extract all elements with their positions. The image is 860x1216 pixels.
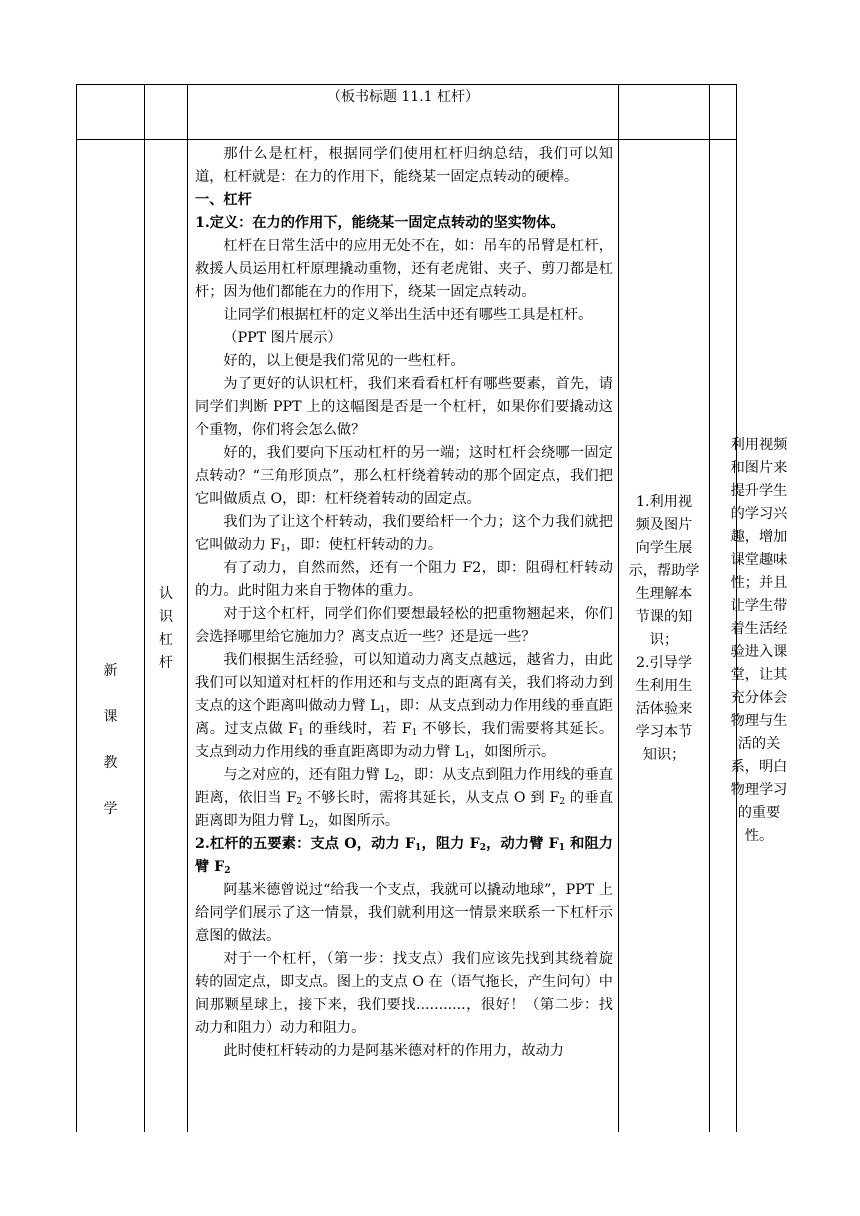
design-intent-line: 验进入课: [730, 644, 788, 660]
row-divider: [76, 139, 737, 140]
column-line-5: [709, 84, 710, 1132]
design-intent-line: 活的关: [737, 736, 781, 752]
student-activity-line: 1.利用视: [635, 494, 693, 510]
subsection-label-char: 识: [159, 609, 173, 625]
design-intent-line: 系，明白: [730, 759, 788, 775]
student-activity-line: 活体验来: [635, 701, 693, 717]
column-line-1: [76, 84, 77, 1132]
student-activity-line: 生利用生: [635, 678, 693, 694]
paragraph: 与之对应的，还有阻力臂 $L_2$，即：从支点到阻力作用线的垂直距离，依旧当 $F_2$ 不够长时，需将其延长，从支点 O 到 $F_2$ 的垂直距离即为阻力臂 $L_2$，如图所示。: [195, 767, 614, 830]
paragraph: 我们为了让这个杆转动，我们要给杆一个力；这个力我们就把它叫做动力 $F_1$，即：使杠杆转动的力。: [195, 514, 613, 554]
paragraph: 此时使杠杆转动的力是阿基米德对杆的作用力，故动力: [223, 1043, 564, 1059]
table-border-top: [76, 84, 737, 85]
student-activity-line: 示，帮助学: [628, 563, 700, 579]
section-heading: 一、杠杆: [195, 192, 252, 208]
design-intent-line: 趣，增加: [730, 529, 788, 545]
paragraph: 好的，以上便是我们常见的一些杠杆。: [223, 353, 465, 369]
student-activity-line: 识；: [649, 632, 679, 648]
section-label-char: 学: [103, 801, 118, 817]
design-intent-line: 着生活经: [730, 621, 788, 637]
design-intent: [714, 434, 804, 848]
subsection-label-char: 杠: [159, 632, 173, 648]
subsection-label-char: 认: [159, 586, 173, 602]
paragraph: （PPT 图片展示）: [223, 330, 342, 346]
student-activity-line: 学习本节: [635, 724, 693, 740]
design-intent-line: 的学习兴: [730, 506, 788, 522]
paragraph: 有了动力，自然而然，还有一个阻力 F2，即：阻碍杠杆转动的力。此时阻力来自于物体的重力。: [195, 560, 613, 599]
student-activity: [619, 491, 709, 767]
section-label: [77, 648, 144, 832]
paragraph: 对于这个杠杆，同学们你们要想最轻松的把重物翘起来，你们会选择哪里给它施加力？离支点近一些？还是远一些？: [195, 606, 613, 645]
student-activity-line: 知识；: [642, 747, 686, 763]
design-intent-line: 提升学生: [730, 483, 788, 499]
column-line-3: [187, 84, 188, 1132]
section-heading: 1.定义：在力的作用下，能绕某一固定点转动的坚实物体。: [195, 215, 565, 231]
paragraph: 我们根据生活经验，可以知道动力离支点越远，越省力，由此我们可以知道对杠杆的作用还和与支点的距离有关，我们将动力到支点的这个距离叫做动力臂 $L_1$，即：从支点到动力作用线的垂直距离。过支点做 $F_1$ 的垂线时，若 $F_1$ 不够长，我们需要将其延长。支点到动力作用线的垂直距离即为动力臂 $L_1$，如图所示。: [195, 652, 614, 761]
section-label-char: 新: [103, 663, 118, 679]
lesson-content: [195, 143, 613, 1063]
paragraph: 为了更好的认识杠杆，我们来看看杠杆有哪些要素，首先，请同学们判断 PPT 上的这幅图是否是一个杠杆，如果你们要撬动这个重物，你们将会怎么做？: [195, 376, 613, 438]
design-intent-line: 堂，让其: [730, 667, 788, 683]
design-intent-line: 物理与生: [730, 713, 788, 729]
design-intent-line: 性；并且: [730, 575, 788, 591]
design-intent-line: 物理学习: [730, 782, 788, 798]
paragraph: 阿基米德曾说过“给我一个支点，我就可以撬动地球”，PPT 上给同学们展示了这一情景，我们就利用这一情景来联系一下杠杆示意图的做法。: [195, 882, 613, 944]
design-intent-line: 课堂趣味: [730, 552, 788, 568]
section-label-char: 教: [103, 755, 118, 771]
section-heading: 2.杠杆的五要素：支点 O，动力 $F_1$，阻力 $F_2$，动力臂 $F_1$ 和阻力臂 $F_2$: [195, 836, 613, 876]
student-activity-line: 向学生展: [635, 540, 693, 556]
board-title: （板书标题 11.1 杠杆）: [326, 89, 480, 105]
design-intent-line: 充分体会: [730, 690, 788, 706]
subsection-label-char: 杆: [159, 655, 173, 671]
design-intent-line: 利用视频: [730, 437, 788, 453]
student-activity-line: 2.引导学: [635, 655, 693, 671]
subsection-label: [145, 583, 187, 675]
paragraph: 对于一个杠杆，（第一步：找支点）我们应该先找到其绕着旋转的固定点，即支点。图上的支点 O 在（语气拖长，产生问句）中间那颗星球上，接下来，我们要找...........，很好！（第二步：找动力和阻力）动力和阻力。: [195, 951, 613, 1036]
design-intent-line: 和图片来: [730, 460, 788, 476]
paragraph: 杠杆在日常生活中的应用无处不在，如：吊车的吊臂是杠杆，救援人员运用杠杆原理撬动重物，还有老虎钳、夹子、剪刀都是杠杆；因为他们都能在力的作用下，绕某一固定点转动。: [195, 238, 613, 300]
section-label-char: 课: [103, 709, 118, 725]
design-intent-line: 的重要: [737, 805, 781, 821]
paragraph: 那什么是杠杆，根据同学们使用杠杆归纳总结，我们可以知道，杠杆就是：在力的作用下，能绕某一固定点转动的硬棒。: [195, 146, 613, 185]
student-activity-line: 节课的知: [635, 609, 693, 625]
student-activity-line: 生理解本: [635, 586, 693, 602]
design-intent-line: 让学生带: [730, 598, 788, 614]
student-activity-line: 频及图片: [635, 517, 693, 533]
paragraph: 让同学们根据杠杆的定义举出生活中还有哪些工具是杠杆。: [223, 307, 593, 323]
design-intent-line: 性。: [744, 828, 774, 844]
paragraph: 好的，我们要向下压动杠杆的另一端；这时杠杆会绕哪一固定点转动？“三角形顶点”，那么杠杆绕着转动的那个固定点，我们把它叫做质点 O，即：杠杆绕着转动的固定点。: [195, 445, 613, 507]
